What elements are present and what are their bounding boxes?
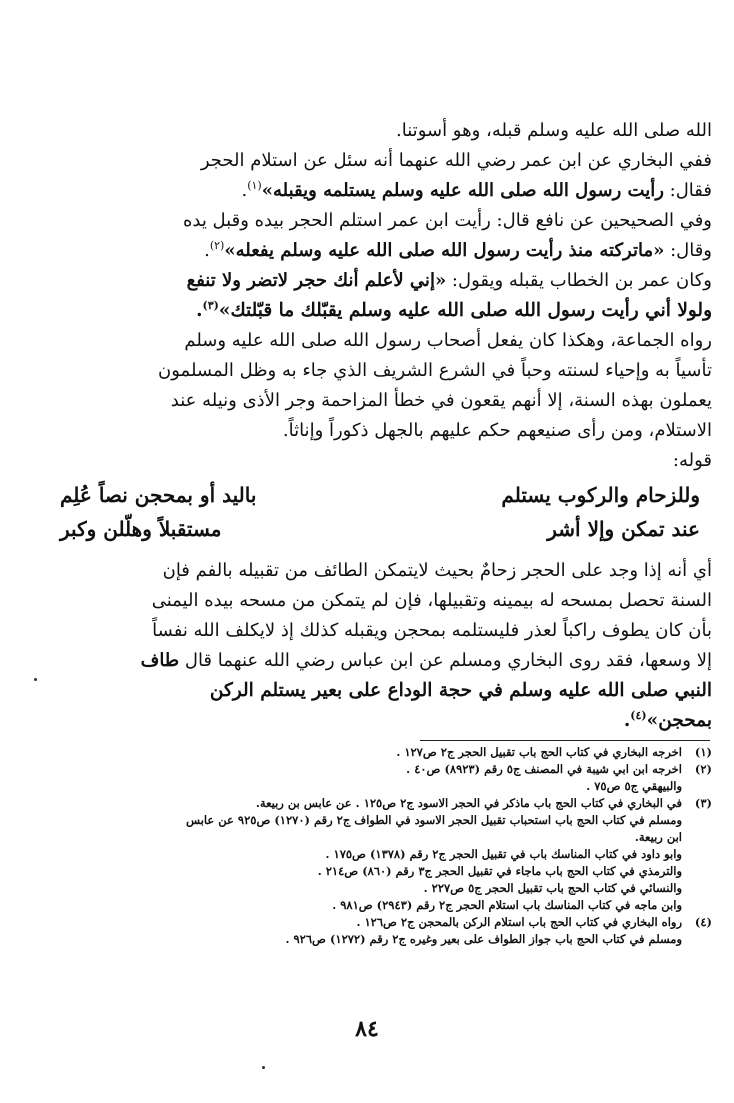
line-text: السنة تحصل بمسحه له بيمينه وتقبيلها، فإن لم يتمكن من مسحه بيده اليمنى (151, 590, 712, 611)
body-line (38, 146, 712, 176)
body-line (38, 206, 712, 236)
line-text: ففي البخاري عن ابن عمر رضي الله عنهما أنه سئل عن استلام الحجر (200, 150, 712, 171)
footnote-separator (420, 740, 710, 741)
line-text: إلا وسعها، فقد روى البخاري ومسلم عن ابن عباس رضي الله عنهما قال (179, 650, 712, 671)
commentary-text (38, 556, 712, 736)
line-text: تأسياً به وإحياء لسنته وحباً في الشرع الشريف الذي جاء به وظل المسلمون (158, 360, 712, 381)
line-text: وفي الصحيحين عن نافع قال: رأيت ابن عمر استلم الحجر بيده وقبل يده (182, 210, 712, 231)
footnote-line: اخرجه ابن ابي شيبة في المصنف ج٥ رقم (٨٩٢٣) ص٤٠ . (406, 762, 682, 776)
footnotes (70, 744, 712, 948)
scan-speck (34, 678, 37, 681)
line-text: «ماتركته منذ رأيت رسول الله صلى الله عليه وسلم يفعله» (224, 240, 665, 261)
line-lead-text: فقال: (663, 180, 712, 201)
poem-verses (60, 478, 700, 546)
footnote-body (70, 795, 682, 914)
footnote-body (70, 761, 682, 795)
line-text: بأن كان يطوف راكباً لعذر فليستلمه بمحجن ويقبله كذلك إذ لايكلف الله نفساً (152, 620, 712, 641)
footnote-line: والبيهقي ج٥ ص٧٥ . (586, 779, 682, 793)
line-punct: . (623, 710, 631, 731)
verse-second-hemistich: باليد أو بمحجن نصاً عُلِم (60, 483, 257, 507)
main-text (38, 116, 712, 476)
footnote-ref: (٣) (202, 298, 219, 312)
line-text: الاستلام، ومن رأى صنيعهم حكم عليهم بالجهل ذكوراً وإناثاً. (282, 420, 712, 441)
body-line (38, 116, 712, 146)
footnote-line: وابن ماجه في كتاب المناسك باب استلام الحجر ج٢ رقم (٢٩٤٣) ص٩٨١ . (332, 898, 682, 912)
verse-first-hemistich: عند تمكن وإلا أشر (547, 517, 700, 541)
commentary-line (38, 646, 712, 676)
footnote-body (70, 914, 682, 948)
line-punct: . (196, 300, 203, 321)
line-text: الله صلى الله عليه وسلم قبله، وهو أسوتنا. (396, 120, 712, 141)
footnote-item (70, 744, 712, 761)
line-text: يعملون بهذه السنة، إلا أنهم يقعون في خطأ المزاحمة وجر الأذى ونيله عند (170, 390, 712, 411)
footnote-line: ابن ربيعة. (634, 830, 682, 844)
footnote-item (70, 914, 712, 948)
footnote-ref: (٤) (630, 708, 647, 722)
body-line (38, 176, 712, 206)
footnote-number: (٣) (694, 796, 712, 810)
footnote-body (70, 744, 682, 761)
body-line (38, 296, 712, 326)
line-punct: . (241, 180, 248, 201)
line-lead-text: وقال: (664, 240, 712, 261)
line-lead-text: وكان عمر بن الخطاب يقبله ويقول: (446, 270, 712, 291)
page-number: ٨٤ (355, 1016, 379, 1042)
footnote-line: والترمذي في كتاب الحج باب ماجاء في تقبيل الحجر ج٣ رقم (٨٦٠) ص٢١٤ . (317, 864, 682, 878)
verse-row (60, 478, 700, 512)
scan-speck (262, 1066, 265, 1069)
footnote-number: (٢) (694, 762, 712, 776)
line-punct: . (204, 240, 210, 261)
body-line (38, 326, 712, 356)
footnote-number: (١) (694, 745, 712, 759)
line-bold-tail: طاف (140, 650, 180, 671)
commentary-line (38, 706, 712, 736)
commentary-line (38, 556, 712, 586)
footnote-line: رواه البخاري في كتاب الحج باب استلام الركن بالمحجن ج٢ ص١٢٦ . (356, 915, 682, 929)
line-text: قوله: (672, 450, 712, 471)
body-line (38, 236, 712, 266)
verse-second-hemistich: مستقبلاً وهلّلن وكبر (60, 517, 222, 541)
footnote-ref: (١) (247, 179, 262, 192)
line-text: النبي صلى الله عليه وسلم في حجة الوداع على بعير يستلم الركن (209, 680, 712, 701)
line-text: بمحجن» (646, 710, 712, 731)
footnote-line: ومسلم في كتاب الحج باب جواز الطواف على بعير وغيره ج٢ رقم (١٢٧٢) ص٩٢٦ . (285, 932, 682, 946)
line-text: أي أنه إذا وجد على الحجر زحامٌ بحيث لايتمكن الطائف من تقبيله بالفم فإن (162, 560, 712, 581)
footnote-ref: (٢) (209, 239, 225, 252)
verse-row (60, 512, 700, 546)
footnote-item (70, 795, 712, 914)
footnote-line: وابو داود في كتاب المناسك باب في تقبيل الحجر ج٢ رقم (١٣٧٨) ص١٧٥ . (325, 847, 682, 861)
body-line (38, 386, 712, 416)
line-text: ولولا أني رأيت رسول الله صلى الله عليه وسلم يقبّلك ما قبّلتك» (218, 300, 712, 321)
footnote-line: في البخاري في كتاب الحج باب ماذكر في الحجر الاسود ج٢ ص١٢٥ . عن عابس بن ربيعة. (255, 796, 682, 810)
footnote-line: اخرجه البخاري في كتاب الحج باب تقبيل الحجر ج٢ ص١٢٧ . (396, 745, 682, 759)
footnote-item (70, 761, 712, 795)
commentary-line (38, 586, 712, 616)
commentary-line (38, 676, 712, 706)
footnote-number: (٤) (694, 915, 712, 929)
line-text: رواه الجماعة، وهكذا كان يفعل أصحاب رسول الله صلى الله عليه وسلم (184, 330, 712, 351)
body-line (38, 356, 712, 386)
body-line (38, 416, 712, 446)
line-text: رأيت رسول الله صلى الله عليه وسلم يستلمه ويقبله» (261, 180, 664, 201)
commentary-line (38, 616, 712, 646)
footnote-line: ومسلم في كتاب الحج باب استحباب تقبيل الحجر الاسود في الطواف ج٢ رقم (١٢٧٠) ص٩٢٥ عن عابس (186, 813, 682, 827)
verse-first-hemistich: وللزحام والركوب يستلم (501, 483, 700, 507)
body-line (38, 446, 712, 476)
footnote-line: والنسائي في كتاب الحج باب تقبيل الحجر ج٥ ص٢٢٧ . (423, 881, 682, 895)
body-line (38, 266, 712, 296)
line-text: «إني لأعلم أنك حجر لاتضر ولا تنفع (186, 270, 447, 291)
